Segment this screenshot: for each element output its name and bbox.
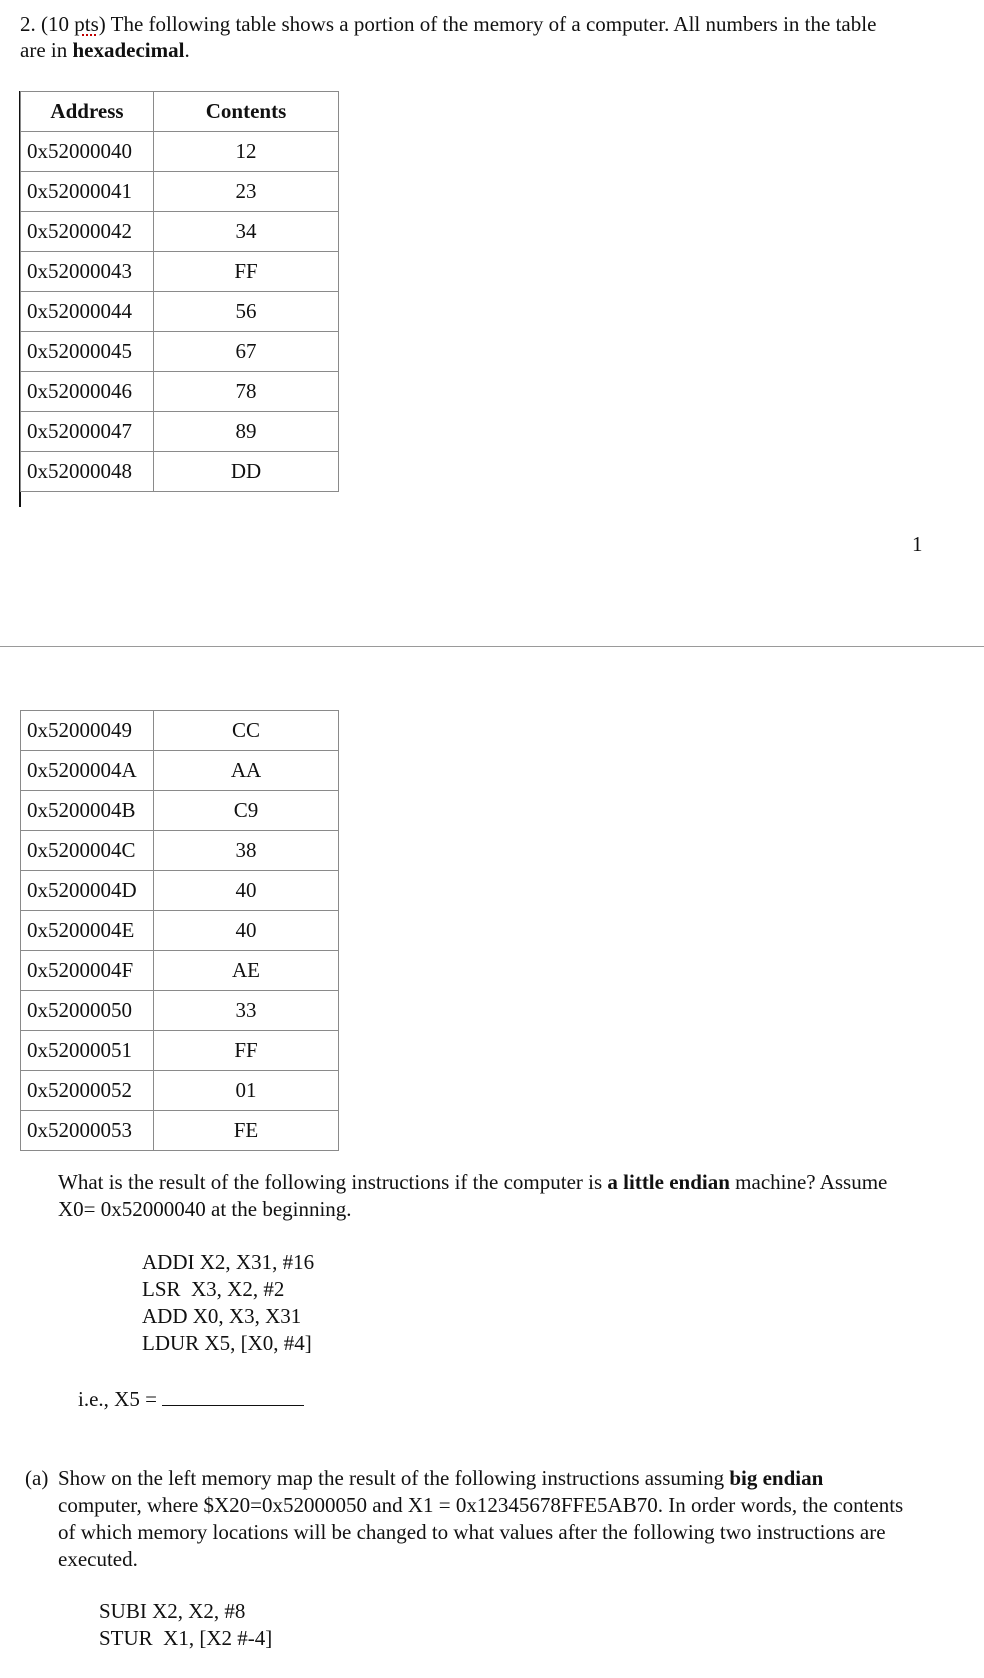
contents-cell: DD — [154, 452, 339, 492]
table-row — [21, 1031, 339, 1071]
address-cell: 0x5200004B — [21, 791, 154, 831]
code-line: ADD X0, X3, X31 — [142, 1304, 302, 1328]
answer-blank — [162, 1385, 304, 1406]
address-cell: 0x5200004F — [21, 951, 154, 991]
contents-cell: 56 — [154, 292, 339, 332]
contents-cell: C9 — [154, 791, 339, 831]
table-row — [21, 1071, 339, 1111]
table-row — [21, 452, 339, 492]
code-line: LSR X3, X2, #2 — [142, 1277, 285, 1301]
part-a-line1 — [58, 1465, 823, 1491]
part-a-line3: of which memory locations will be changed to what values after the following two instructions are — [58, 1520, 886, 1544]
contents-cell: 40 — [154, 871, 339, 911]
address-cell: 0x52000048 — [21, 452, 154, 492]
le-line1-pre: What is the result of the following instructions if the computer is — [58, 1170, 608, 1194]
address-cell: 0x5200004C — [21, 831, 154, 871]
question-number: 2. — [20, 12, 36, 36]
contents-cell: FE — [154, 1111, 339, 1151]
header-contents: Contents — [154, 92, 339, 132]
le-line1-post: machine? Assume — [729, 1170, 888, 1194]
contents-cell: FF — [154, 1031, 339, 1071]
table-row — [21, 831, 339, 871]
contents-cell: 33 — [154, 991, 339, 1031]
contents-cell: 38 — [154, 831, 339, 871]
little-endian-code-block — [142, 1249, 314, 1357]
contents-cell: 78 — [154, 372, 339, 412]
question-points-word: pts — [74, 12, 99, 36]
address-cell: 0x52000042 — [21, 212, 154, 252]
table-row — [21, 132, 339, 172]
table-row — [21, 791, 339, 831]
table-row — [21, 212, 339, 252]
code-line: STUR X1, [X2 #-4] — [99, 1626, 273, 1650]
le-line1-bold: a little endian — [607, 1170, 730, 1194]
address-cell: 0x5200004A — [21, 751, 154, 791]
intro-line2-post: . — [184, 38, 190, 62]
answer-label: i.e., X5 = — [78, 1387, 163, 1411]
contents-cell: 23 — [154, 172, 339, 212]
contents-cell: 12 — [154, 132, 339, 172]
page-divider — [0, 646, 984, 647]
contents-cell: FF — [154, 252, 339, 292]
table-row — [21, 911, 339, 951]
address-cell: 0x52000044 — [21, 292, 154, 332]
question-intro-line1 — [20, 11, 876, 37]
contents-cell: 67 — [154, 332, 339, 372]
address-cell: 0x52000051 — [21, 1031, 154, 1071]
table-row — [21, 1111, 339, 1151]
question-intro-text: The following table shows a portion of the memory of a computer. All numbers in the table — [105, 12, 877, 36]
address-cell: 0x52000040 — [21, 132, 154, 172]
contents-cell: 34 — [154, 212, 339, 252]
intro-line2-pre: are in — [20, 38, 73, 62]
code-line: SUBI X2, X2, #8 — [99, 1599, 246, 1623]
page-number: 1 — [912, 532, 923, 556]
address-cell: 0x5200004D — [21, 871, 154, 911]
table-row — [21, 951, 339, 991]
part-a-line2: computer, where $X20=0x52000050 and X1 = 0x12345678FFE5AB70. In order words, the contents — [58, 1493, 904, 1517]
part-a-line1-pre: Show on the left memory map the result of the following instructions assuming — [58, 1466, 730, 1490]
memory-table-2 — [20, 710, 339, 1151]
memory-table-1 — [20, 91, 339, 492]
answer-line — [78, 1385, 304, 1412]
question-points-close: ) — [98, 12, 106, 36]
address-cell: 0x52000049 — [21, 711, 154, 751]
address-cell: 0x52000050 — [21, 991, 154, 1031]
table-row — [21, 751, 339, 791]
address-cell: 0x52000053 — [21, 1111, 154, 1151]
part-a-label: (a) — [25, 1466, 49, 1490]
little-endian-question-line2: X0= 0x52000040 at the beginning. — [58, 1197, 352, 1221]
address-cell: 0x5200004E — [21, 911, 154, 951]
contents-cell: CC — [154, 711, 339, 751]
table-row — [21, 871, 339, 911]
part-a-code-block — [99, 1598, 272, 1652]
intro-line2-bold: hexadecimal — [72, 38, 185, 62]
address-cell: 0x52000043 — [21, 252, 154, 292]
table-row — [21, 991, 339, 1031]
table-row — [21, 332, 339, 372]
contents-cell: AE — [154, 951, 339, 991]
question-intro-line2 — [20, 37, 190, 63]
address-cell: 0x52000046 — [21, 372, 154, 412]
table-row — [21, 292, 339, 332]
table-row — [21, 711, 339, 751]
table-row — [21, 412, 339, 452]
table1-header-row — [21, 92, 339, 132]
table-row — [21, 252, 339, 292]
part-a-line1-bold: big endian — [729, 1466, 824, 1490]
question-points-open: (10 — [41, 12, 75, 36]
contents-cell: 01 — [154, 1071, 339, 1111]
address-cell: 0x52000047 — [21, 412, 154, 452]
contents-cell: 40 — [154, 911, 339, 951]
header-address: Address — [21, 92, 154, 132]
table-row — [21, 372, 339, 412]
address-cell: 0x52000041 — [21, 172, 154, 212]
table-row — [21, 172, 339, 212]
contents-cell: AA — [154, 751, 339, 791]
address-cell: 0x52000052 — [21, 1071, 154, 1111]
code-line: ADDI X2, X31, #16 — [142, 1250, 315, 1274]
contents-cell: 89 — [154, 412, 339, 452]
little-endian-question-line1 — [58, 1169, 887, 1195]
address-cell: 0x52000045 — [21, 332, 154, 372]
part-a-line4: executed. — [58, 1547, 138, 1571]
code-line: LDUR X5, [X0, #4] — [142, 1331, 312, 1355]
